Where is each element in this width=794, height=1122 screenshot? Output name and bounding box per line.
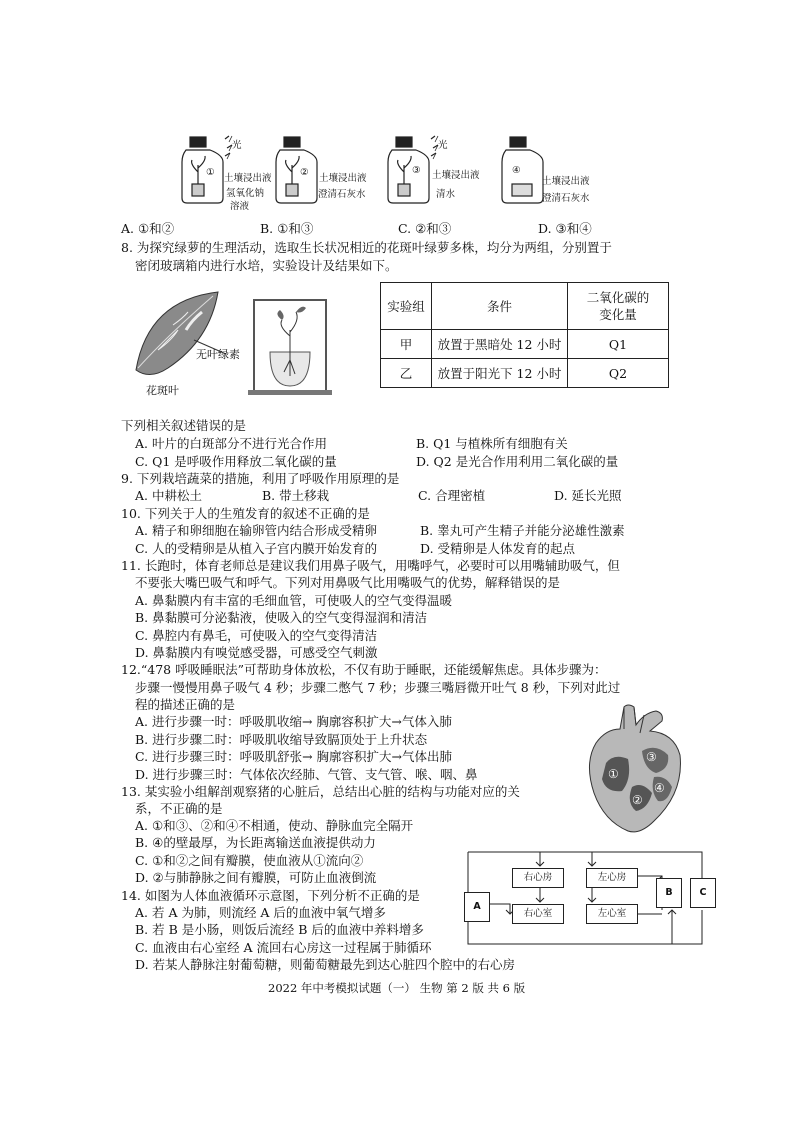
jar-2-label-soil: 土壤浸出液 xyxy=(319,173,367,184)
q14-option-b: B. 若 B 是小肠，则饭后流经 B 后的血液中养料增多 xyxy=(135,922,424,937)
q8-option-a: A. 叶片的白斑部分不进行光合作用 xyxy=(135,436,327,451)
heart-label-2: ② xyxy=(632,793,643,807)
q12-stem-line3: 程的描述正确的是 xyxy=(135,697,236,712)
heart-label-4: ④ xyxy=(654,781,665,795)
q8-stem-line2: 密闭玻璃箱内进行水培，实验设计及结果如下。 xyxy=(135,258,398,273)
q9-option-b: B. 带土移栽 xyxy=(262,488,330,503)
leaf-label: 花斑叶 xyxy=(146,384,179,397)
q12-option-b: B. 进行步骤二时：呼吸肌收缩导致膈顶处于上升状态 xyxy=(135,732,428,747)
q13-stem-line1: 13. 某实验小组解剖观察猪的心脏后，总结出心脏的结构与功能对应的关 xyxy=(121,784,520,799)
q14-option-a: A. 若 A 为肺，则流经 A 后的血液中氧气增多 xyxy=(135,905,386,920)
q10-stem: 10. 下列关于人的生殖发育的叙述不正确的是 xyxy=(121,506,370,521)
q8-option-b: B. Q1 与植株所有细胞有关 xyxy=(416,436,568,451)
jar-3-label-water: 清水 xyxy=(436,189,456,200)
q12-stem-line1: 12.“478 呼吸睡眠法”可帮助身体放松，不仅有助于睡眠，还能缓解焦虑。具体步骤为： xyxy=(121,662,607,677)
jar-1-light-label: 光 xyxy=(232,140,242,151)
q7-option-a: A. ①和② xyxy=(121,221,175,236)
jar-3-light-label: 光 xyxy=(438,140,448,151)
jar-2-number: ② xyxy=(300,167,309,178)
jar-experiment-figure xyxy=(0,0,794,220)
table-row1-group: 甲 xyxy=(381,330,432,359)
jar-2-label-limewater: 澄清石灰水 xyxy=(318,189,366,200)
q13-option-b: B. ④的壁最厚，为长距离输送血液提供动力 xyxy=(135,835,376,850)
jar-4-number: ④ xyxy=(512,165,521,176)
q11-option-a: A. 鼻黏膜内有丰富的毛细血管，可使吸人的空气变得温暖 xyxy=(135,593,452,608)
q8-option-c: C. Q1 是呼吸作用释放二氧化碳的量 xyxy=(135,454,337,469)
q13-stem-line2: 系，不正确的是 xyxy=(135,801,223,816)
q10-option-a: A. 精子和卵细胞在输卵管内结合形成受精卵 xyxy=(135,523,377,538)
diagram-box-left-ventricle: 左心室 xyxy=(586,904,638,924)
table-row2-group: 乙 xyxy=(381,359,432,388)
jar-1-label-naoh: 氢氧化钠 xyxy=(226,188,265,199)
glass-box-with-plant xyxy=(248,300,332,395)
diagram-box-a: A xyxy=(464,892,490,922)
q8-experiment-table xyxy=(380,282,669,388)
q10-option-d: D. 受精卵是人体发育的起点 xyxy=(420,541,576,556)
q8-ask: 下列相关叙述错误的是 xyxy=(121,418,247,433)
q14-stem: 14. 如图为人体血液循环示意图，下列分析不正确的是 xyxy=(121,888,420,903)
q9-stem: 9. 下列栽培蔬菜的措施，利用了呼吸作用原理的是 xyxy=(121,471,400,486)
heart-figure xyxy=(584,703,688,837)
q12-option-a: A. 进行步骤一时：呼吸肌收缩→ 胸廓容积扩大→气体入肺 xyxy=(135,714,452,729)
jar-1-number: ① xyxy=(206,167,215,178)
leaf-no-chlorophyll-label: 无叶绿素 xyxy=(196,348,240,361)
q8-stem-line1: 8. 为探究绿萝的生理活动，选取生长状况相近的花斑叶绿萝多株，均分为两组，分别置于 xyxy=(121,240,612,255)
diagram-box-left-atrium: 左心房 xyxy=(586,868,638,888)
q7-option-b: B. ①和③ xyxy=(260,221,314,236)
diagram-box-b: B xyxy=(656,878,682,908)
heart-label-3: ③ xyxy=(646,750,657,764)
q14-option-c: C. 血液由右心室经 A 流回右心房这一过程属于肺循环 xyxy=(135,940,432,955)
q7-option-d: D. ③和④ xyxy=(538,221,592,236)
jar-4-label-soil: 土壤浸出液 xyxy=(542,176,590,187)
jar-4-label-limewater: 澄清石灰水 xyxy=(542,193,590,204)
q9-option-d: D. 延长光照 xyxy=(554,488,622,503)
jar-1-label-soil: 土壤浸出液 xyxy=(224,173,272,184)
q13-option-d: D. ②与肺静脉之间有瓣膜，可防止血液倒流 xyxy=(135,870,377,885)
jar-3-label-soil: 土壤浸出液 xyxy=(432,170,480,181)
table-row1-condition: 放置于黑暗处 12 小时 xyxy=(432,330,568,359)
table-header-co2: 二氧化碳的 变化量 xyxy=(568,283,669,330)
page-footer: 2022 年中考模拟试题（一） 生物 第 2 版 共 6 版 xyxy=(268,981,526,995)
table-row1-value: Q1 xyxy=(568,330,669,359)
q12-option-c: C. 进行步骤三时：呼吸肌舒张→ 胸廓容积扩大→气体出肺 xyxy=(135,749,452,764)
jar-3-number: ③ xyxy=(412,165,421,176)
q14-option-d: D. 若某人静脉注射葡萄糖，则葡萄糖最先到达心脏四个腔中的右心房 xyxy=(135,957,516,972)
q11-option-c: C. 鼻腔内有鼻毛，可使吸入的空气变得清洁 xyxy=(135,628,378,643)
q12-stem-line2: 步骤一慢慢用鼻子吸气 4 秒；步骤二憋气 7 秒；步骤三嘴唇微开吐气 8 秒，下列对此过 xyxy=(135,680,621,695)
q13-option-c: C. ①和②之间有瓣膜，使血液从①流向② xyxy=(135,853,364,868)
q10-option-b: B. 睾丸可产生精子并能分泌雄性激素 xyxy=(420,523,625,538)
q11-stem-line2: 不要张大嘴巴吸气和呼气。下列对用鼻吸气比用嘴吸气的优势，解释错误的是 xyxy=(135,575,561,590)
q12-option-d: D. 进行步骤三时：气体依次经肺、气管、支气管、喉、咽、鼻 xyxy=(135,767,478,782)
q11-option-d: D. 鼻黏膜内有嗅觉感受器，可感受空气刺激 xyxy=(135,645,378,660)
jar-4 xyxy=(502,137,543,203)
diagram-box-right-ventricle: 右心室 xyxy=(512,904,564,924)
table-row2-condition: 放置于阳光下 12 小时 xyxy=(432,359,568,388)
diagram-box-right-atrium: 右心房 xyxy=(512,868,564,888)
table-row2-value: Q2 xyxy=(568,359,669,388)
q8-option-d: D. Q2 是光合作用利用二氧化碳的量 xyxy=(416,454,619,469)
jar-1-label-solution: 溶液 xyxy=(230,201,250,212)
jar-2 xyxy=(276,137,317,203)
table-header-group: 实验组 xyxy=(381,283,432,330)
q9-option-c: C. 合理密植 xyxy=(418,488,486,503)
table-header-condition: 条件 xyxy=(432,283,568,330)
diagram-box-c: C xyxy=(690,878,716,908)
q9-option-a: A. 中耕松土 xyxy=(135,488,202,503)
q11-stem-line1: 11. 长跑时，体育老师总是建议我们用鼻子吸气，用嘴呼气，必要时可以用嘴辅助吸气，但 xyxy=(121,558,620,573)
heart-label-1: ① xyxy=(608,767,619,781)
q10-option-c: C. 人的受精卵是从植入子宫内膜开始发育的 xyxy=(135,541,378,556)
q7-option-c: C. ②和③ xyxy=(398,221,452,236)
q11-option-b: B. 鼻黏膜可分泌黏液，使吸入的空气变得湿润和清洁 xyxy=(135,610,428,625)
q13-option-a: A. ①和③、②和④不相通，使动、静脉血完全隔开 xyxy=(135,818,414,833)
